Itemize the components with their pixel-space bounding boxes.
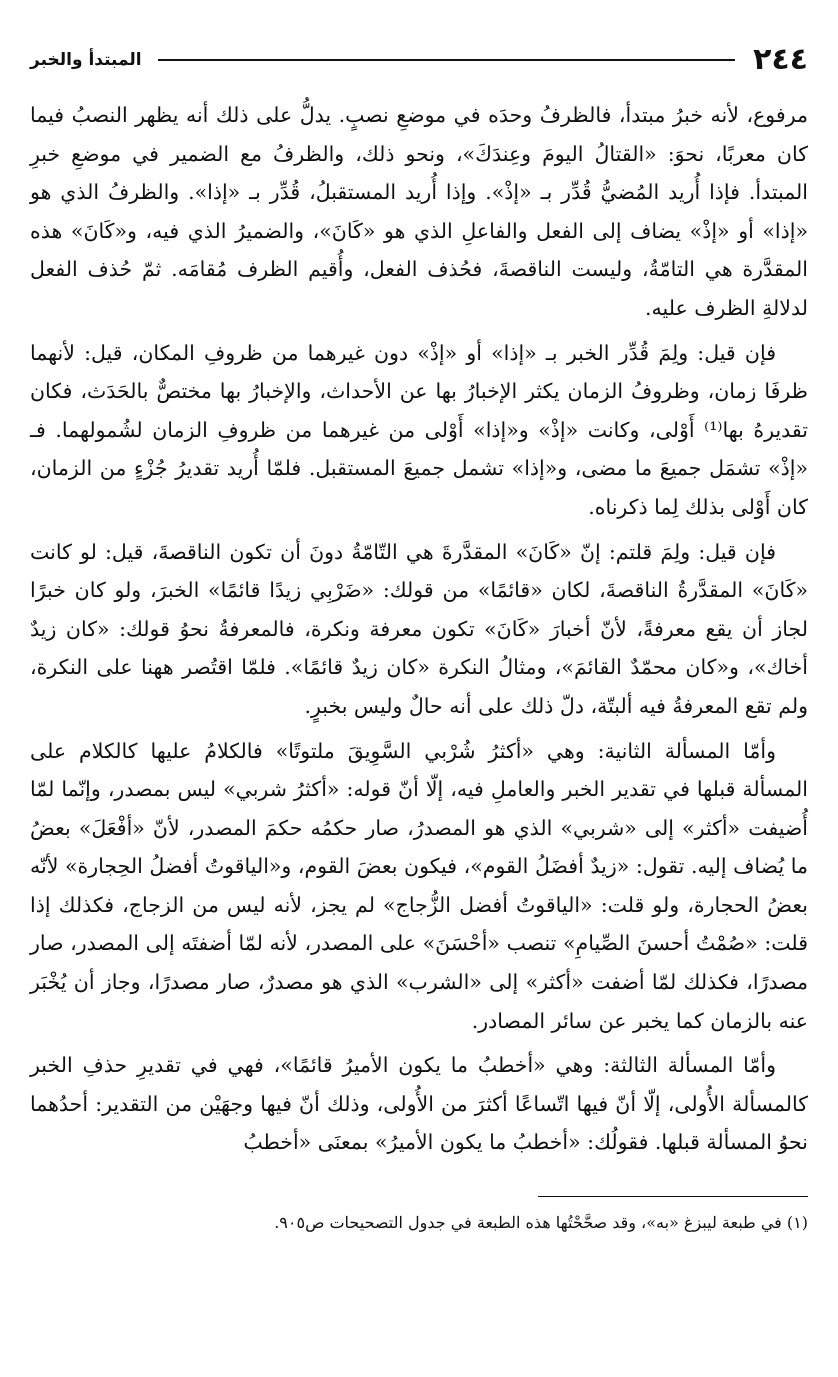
- paragraph: مرفوع، لأنه خبرُ مبتدأ، فالظرفُ وحدَه في موضعِ نصبٍ. يدلُّ على ذلك أنه يظهر النصبُ فيما كان معربًا، نحوَ: «القتالُ اليومَ وعِندَكَ»، ونحو ذلك، والظرفُ مع الضمير في موضعِ خبرِ المبتدأ. فإذا أُريد المُضيُّ قُدِّر بـ «إذْ». وإذا أُريد المستقبلُ، قُدِّر بـ «إذا». والظرفُ الذي هو «إذا» أو «إذْ» يضاف إلى الفعل والفاعلِ الذي هو «كَانَ»، والضميرُ الذي فيه، و«كَانَ» هذه المقدَّرة هي التامّةُ، وليست الناقصةَ، فحُذف الفعل، وأُقيم الظرف مُقامَه. ثمّ حُذف الفعل لدلالةِ الظرف عليه.: [30, 103, 808, 320]
- paragraph: وأمّا المسألة الثالثة: وهي «أخطبُ ما يكون الأميرُ قائمًا»، فهي في تقديرِ حذفِ الخبر كالمسألة الأُولى، إلّا أنّ فيها اتّساعًا أكثرَ من الأُولى، وذلك أنّ فيها وجهَيْن من التقدير: أحدُهما نحوُ المسألة قبلها. فقولُك: «أخطبُ ما يكون الأميرُ» بمعنَى «أخطبُ: [30, 1053, 808, 1155]
- book-page: [30, 40, 808, 1360]
- paragraph: فإن قيل: ولِمَ قُدِّر الخبر بـ «إذا» أو «إذْ» دون غيرهما من ظروفِ المكان، قيل: لأنهما ظرفَا زمان، وظروفُ الزمان يكثر الإخبارُ بها عن الأحداث، والإخبارُ بها مختصٌّ بالحَدَث، فكان تقديرهُ بها⁽¹⁾ أَوْلى، وكانت «إذْ» و«إذا» أَوْلى من غيرهما من ظروفِ الزمان لشُمولهما. فـ «إذْ» تشمَل جميعَ ما مضى، و«إذا» تشمل جميعَ المستقبل. فلمّا أُريد تقديرُ جُزْءٍ من الزمان، كان أَوْلى بذلك لِما ذكرناه.: [30, 340, 809, 519]
- header-rule: [158, 59, 735, 61]
- paragraph: وأمّا المسألة الثانية: وهي «أكثرُ شُرْبي السَّوِيقَ ملتوتًا» فالكلامُ عليها كالكلام على المسألة قبلها في تقدير الخبر والعاملِ فيه، إلّا أنّ قوله: «أكثرُ شربي» ليس بمصدر، وإنّما لمّا أُضيفت «أكثر» إلى «شربي» الذي هو المصدرُ، صار حكمُه حكمَ المصدر، لأنّ «أفْعَلَ» بعضُ ما يُضاف إليه. تقول: «زيدٌ أفضَلُ القوم»، فيكون بعضَ القوم، و«الياقوتُ أفضلُ الحِجارة» لأنّه بعضُ الحجارة، ولو قلت: «الياقوتُ أفضل الزُّجاج» لم يجز، لأنه ليس من الزجاج، فكذلك إذا قلت: «صُمْتُ أحسنَ الصِّيامِ» تنصب «أحْسَنَ» على المصدر، لأنه لمّا أضفتَه إلى المصدر، صار مصدرًا، فكذلك لمّا أضفت «أكثر» إلى «الشرب» الذي هو مصدرٌ، صار مصدرًا، وجاز أن يُخْبَر عنه بالزمان كما يخبر عن سائر المصادر.: [30, 738, 808, 1033]
- page-header: [30, 40, 808, 80]
- page-number: ٢٤٤: [753, 42, 808, 77]
- body-text: [30, 96, 808, 1162]
- paragraph: فإن قيل: ولِمَ قلتم: إنّ «كَانَ» المقدَّرةَ هي التّامّةُ دونَ أن تكون الناقصةَ، قيل: لو كانت «كَانَ» المقدَّرةُ الناقصةَ، لكان «قائمًا» من قولك: «ضَرْبِي زيدًا قائمًا» الخبرَ، ولو كان خبرًا لجاز أن يقع معرفةً، لأنّ أخبارَ «كَانَ» تكون معرفة ونكرة، فالمعرفةُ نحوُ قولك: «كان زيدٌ أخاك»، و«كان محمّدٌ القائمَ»، ومثالُ النكرة «كان زيدٌ قائمًا». فلمّا اقتُصر ههنا على النكرة، ولم تقع المعرفةُ فيه ألبتّة، دلّ ذلك على أنه حالٌ وليس بخبرٍ.: [30, 539, 808, 718]
- footnote: (١) في طبعة ليبزغ «به»، وقد صحَّحْتُها هذه الطبعة في جدول التصحيحات ص٩٠٥.: [274, 1213, 808, 1233]
- running-title: المبتدأ والخبر: [30, 50, 142, 70]
- footnote-separator: [538, 1196, 808, 1197]
